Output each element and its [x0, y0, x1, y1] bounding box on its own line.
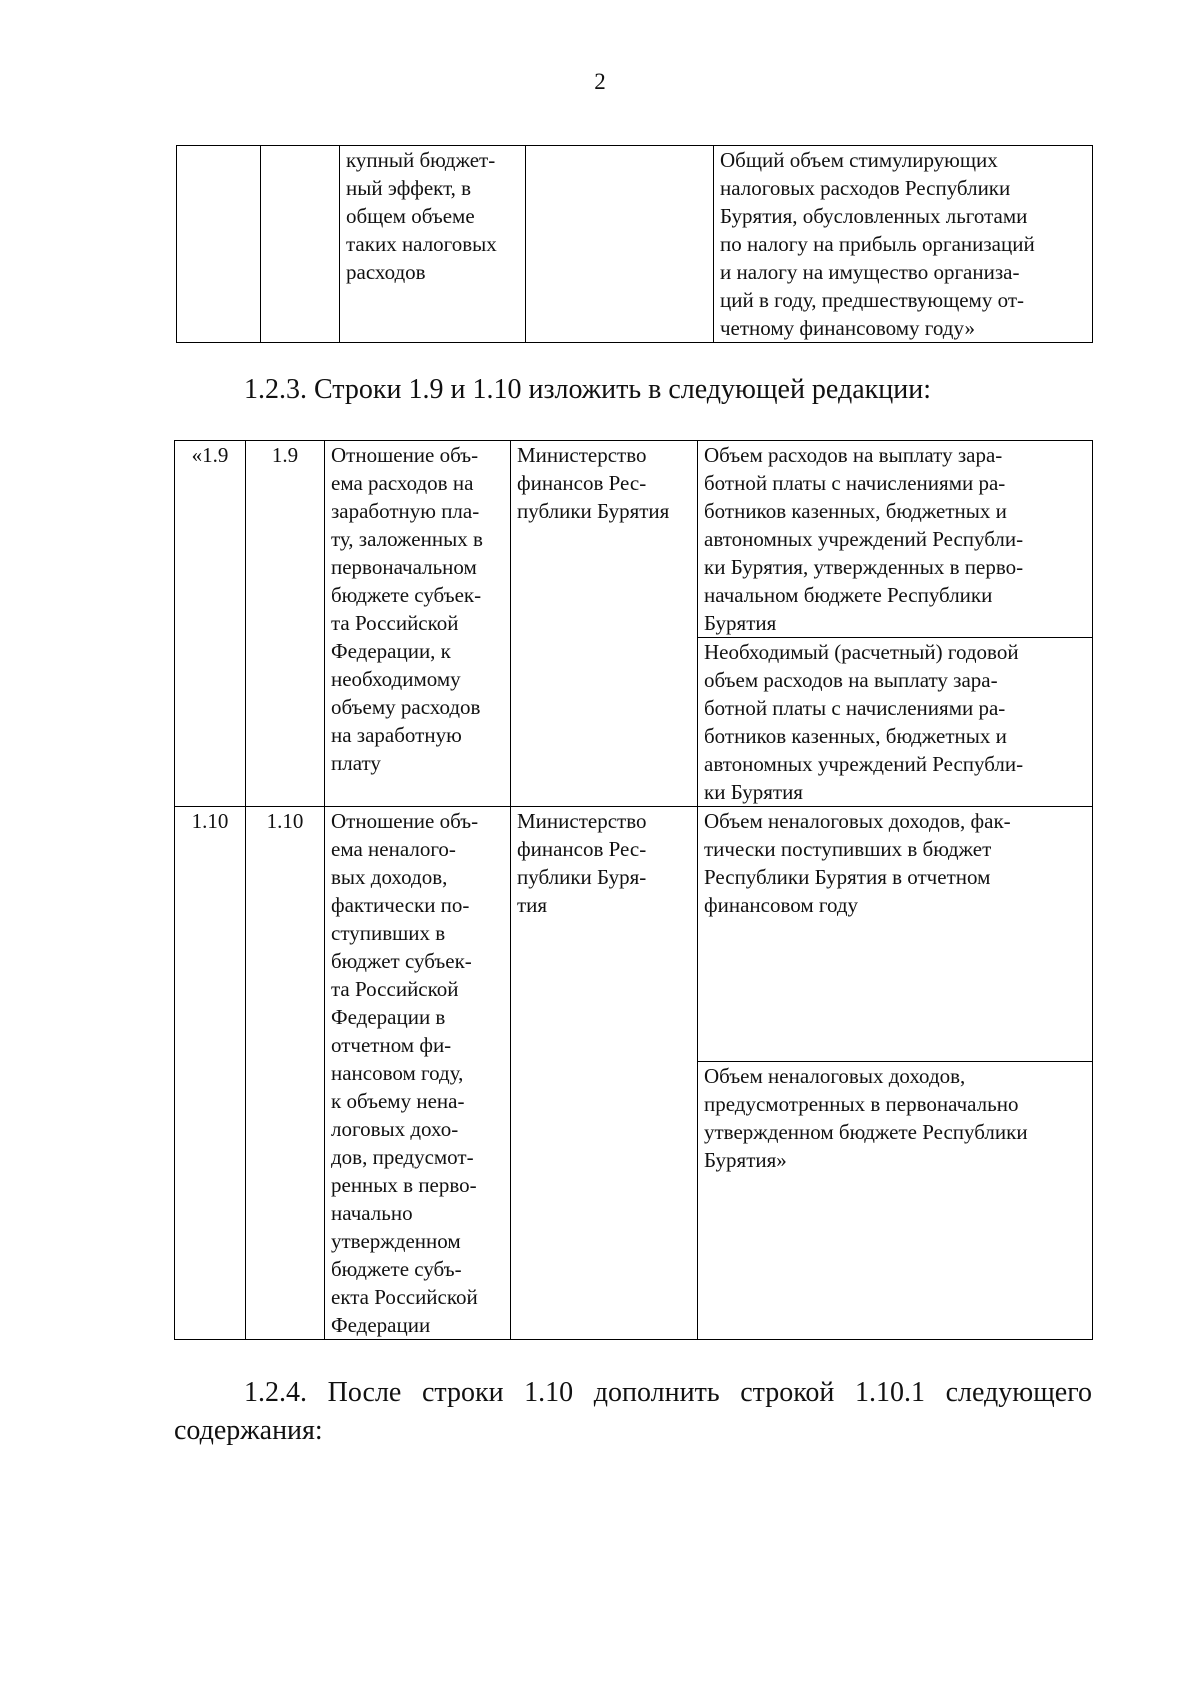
table-row [175, 441, 1093, 638]
table-cell-empty [526, 146, 714, 343]
table-cell-empty [177, 146, 261, 343]
row-number-new: 1.9 [246, 441, 325, 807]
responsible-body: Министерство финансов Рес- публики Буря- тия [511, 807, 698, 1340]
row-number-new: 1.10 [246, 807, 325, 1340]
paragraph-1-2-3: 1.2.3. Строки 1.9 и 1.10 изложить в следующей редакции: [244, 374, 931, 405]
paragraph-1-2-4: 1.2.4. После строки 1.10 дополнить строкой 1.10.1 следующего содержания: [174, 1377, 1092, 1446]
component-cell: Объем неналоговых доходов, предусмотренных в первоначально утвержденном бюджете Республики Бурятия» [698, 1062, 1093, 1340]
component-cell: Объем расходов на выплату зара- ботной платы с начислениями ра- ботников казенных, бюджетных и автономных учреждений Республи- ки Бурятия, утвержденных в перво- начальном бюджете Республики Бурятия [698, 441, 1093, 638]
indicator-description: Отношение объ- ема неналого- вых доходов, фактически по- ступивших в бюджет субъек- та Российской Федерации в отчетном фи- нансовом году, к объему нена- логовых дохо- дов, предусмот- ренных в перво- начально утвержденном бюджете субъ- екта Российской Федерации [325, 807, 511, 1340]
table-row [177, 146, 1093, 343]
continued-table [176, 145, 1093, 343]
component-cell: Объем неналоговых доходов, фак- тически поступивших в бюджет Республики Бурятия в отчетном финансовом году [698, 807, 1093, 1062]
table-cell-empty [261, 146, 340, 343]
table-cell-effect-label: купный бюджет- ный эффект, в общем объеме таких налоговых расходов [340, 146, 526, 343]
row-number-old: «1.9 [175, 441, 246, 807]
page-number: 2 [594, 69, 606, 94]
indicators-table [174, 440, 1093, 1340]
table-cell-component: Общий объем стимулирующих налоговых расходов Республики Бурятия, обусловленных льготами по налогу на прибыль организаций и налогу на имущество организа- ций в году, предшествующему от- четному финансовому году» [714, 146, 1093, 343]
component-cell: Необходимый (расчетный) годовой объем расходов на выплату зара- ботной платы с начислениями ра- ботников казенных, бюджетных и автономных учреждений Республи- ки Бурятия [698, 638, 1093, 807]
table-row [175, 807, 1093, 1062]
responsible-body: Министерство финансов Рес- публики Бурятия [511, 441, 698, 807]
indicator-description: Отношение объ- ема расходов на заработную пла- ту, заложенных в первоначальном бюджете субъек- та Российской Федерации, к необходимому объему расходов на заработную плату [325, 441, 511, 807]
row-number-old: 1.10 [175, 807, 246, 1340]
